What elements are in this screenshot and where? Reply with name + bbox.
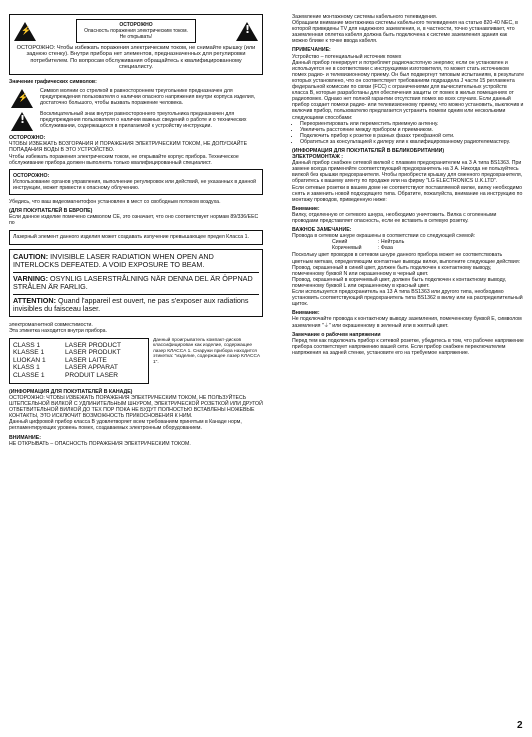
left-column [9, 14, 263, 451]
list-item: • Обратиться за консультацией к дилеру или к квалифицированному радиотелемастеру. [300, 139, 524, 145]
laser-varning-text: OSYNLIG LASERSTRÅLNING NÄR DENNA DEL ÄR ÖPPNAD STRÅLEN ÄR FARLIG. [13, 273, 253, 291]
att2-title: Внимание: [292, 310, 320, 317]
warning-title: ОСТОРОЖНО [119, 22, 153, 28]
list-item: • Увеличить расстояние между прибором и приемником. [300, 127, 524, 133]
vcr-note: Убедись, что ваш видеомагнитофон установлен в мест со свободным потоком воздуха. [9, 199, 221, 206]
laser-notice-box [9, 230, 263, 244]
caution1-title: ОСТОРОЖНО: [9, 135, 46, 142]
emc-text: электромагнитной совместимости. Эта этикетка находится внутри прибора. [9, 321, 107, 334]
lightning-triangle-icon [11, 89, 33, 108]
uk-subtitle: ЭЛЕКТРОМОНТАЖ : [292, 154, 344, 161]
symbols-heading: Значение графических символов: [9, 79, 97, 86]
note-text: Устройство – потенциальный источник помех Данный прибор генерирует и потребляет радиочастотную энергию; если он установлен и используется не в соответствии с инструкциями изготовителя, то может стать источником помех радио- и телевизионному приему. Он был подвергнут типовым испытаниям, в результате которых установлено, что он соответствует требованиям подраздела J части 15 регламента федеральной комиссии по связи (FCC) с ограничениями для вычислительных устройств класса B, которые разработаны для обеспечения защиты от помех в жилых помещениях от радиопомех. Однако нет полной гарантии отсутствия помех во всех случаях. Если данный прибор создает помехи радио- или телевизионному приему, что можно установить, выключив и включив прибор, пользователю предлагается устранить помехи одним или несколькими следующими способами: [292, 53, 524, 121]
caution2-title: ОСТОРОЖНО: [13, 172, 50, 179]
laser-class-label [9, 338, 149, 384]
laser-varning-title: VARNING: [13, 273, 49, 283]
important-text-2: Поскольку цвет проводов в сетевом шнуре данного прибора может не соответствовать цветным меткам, определяющим контактные выводы вилки, выполните следующие действия: Провод, окрашенный в синий цвет, должен быть подключен к контактному выводу, помеченному буквой N или окрашенному в черный цвет. Провод, окрашенный в коричневый цвет, должен быть подключен к контактному выводу, помеченному буквой L или окрашенному в красный цвет. Если используется предохранитель на 13 А типа BS1363 или другого типа, необходимо установить соответствующий предохранитель типа BS1362 в вилку или на распределительный щиток. [292, 252, 523, 308]
symbol-lightning-text: Символ молнии со стрелкой в равностороннем треугольнике предназначен для предупреждения пользователя о наличии опасного напряжения внутри корпуса изделия, достаточно большого, чтобы вызвать поражение человека. [40, 88, 256, 107]
att1-title: Внимание: [292, 205, 320, 212]
laser-attention-title: ATTENTION: [13, 295, 56, 305]
wire-color-row: Синий : Нейтраль [332, 239, 405, 246]
europe-text: Если данное изделие помечено символом CE, это означает, что оно соответствует нормам 89/336/EEC по [9, 214, 259, 227]
warning-row [14, 19, 258, 43]
attention-text: НЕ ОТКРЫВАТЬ – ОПАСНОСТЬ ПОРАЖЕНИЯ ЭЛЕКТРИЧЕСКИМ ТОКОМ. [9, 441, 191, 448]
laser-class-block [9, 338, 263, 384]
warning-text: ОСТОРОЖНО: Чтобы избежать поражения электрическим током, не снимайте крышку (или заднюю стенку). Внутри прибора нет элементов, предназначенных для регулировки потребителем. По вопросам обслуживания обращайтесь к квалифицированному специалисту. [16, 45, 256, 70]
important-text-1: Провода в сетевом шнуре окрашены в соответствии со следующей схемой: [292, 233, 476, 240]
caution1-text: ЧТОБЫ ИЗБЕЖАТЬ ВОЗГОРАНИЯ И ПОРАЖЕНИЯ ЭЛЕКТРИЧЕСКИМ ТОКОМ, НЕ ДОПУСКАЙТЕ ПОПАДАНИЯ ВОДЫ В ЭТО УСТРОЙСТВО. Чтобы избежать поражения электрическим током, не открывайте корпус прибора. Техническое обслуживание прибора должен выполнять только квалифицированный специалист. [9, 141, 248, 166]
symbol-exclamation-text: Восклицательный знак внутри равностороннего треугольника предназначен для предупреждения пользователя о наличии важных сведений о работе и о технических обслуживании, содержащихся в прилагаемой к устройству инструкции. [40, 111, 247, 130]
class-row: CLASS 1 LASER PRODUCT [13, 341, 122, 349]
canada-title: (ИНФОРМАЦИЯ ДЛЯ ПОКУПАТЕЛЕЙ В КАНАДЕ) [9, 388, 133, 395]
note-title: ПРИМЕЧАНИЕ: [292, 47, 331, 54]
right-column [292, 14, 524, 359]
laser-caution-title: CAUTION: [13, 251, 49, 261]
europe-title: (ДЛЯ ПОКУПАТЕЛЕЙ В ЕВРОПЕ) [9, 208, 93, 215]
canada-text: ОСТОРОЖНО: ЧТОБЫ ИЗБЕЖАТЬ ПОРАЖЕНИЯ ЭЛЕКТРИЧЕСКИМ ТОКОМ, НЕ ПОЛЬЗУЙТЕСЬ ШТЕПСЕЛЬНОЙ ВИЛКОЙ С УДЛИНИТЕЛЬНЫМ ШНУРОМ, ЭЛЕКТРИЧЕСКОЙ РОЗЕТКОЙ ИЛИ ДРУГОЙ ОТВЕТВИТЕЛЬНОЙ ВИЛКОЙ ДО ТЕХ ПОР ПОКА НЕ БУДУТ ПОЛНОСТЬЮ ВСТАВЛЕНЫ НОЖЕВЫЕ КОНТАКТЫ, ЭТО ИСКЛЮЧИТ ВОЗМОЖНОСТЬ ПРИКОСНОВЕНИЯ К НИМ. Данный цифровой прибор класса B удовлетворяет всем требованиям принятым в Канаде норм, регламентирующих уровень помех, создаваемых электронным оборудованием. [9, 394, 263, 432]
att1-text: Вилку, отделенную от сетевого шнура, необходимо уничтожить. Вилка с оголенными проводами представляет опасность, если ее вставить в сетевую розетку. [292, 211, 497, 224]
uk-text: Данный прибор снабжен сетевой вилкой с плавким предохранителем на 3 А типа BS1363. При замене всегда применяйте соответствующий предохранитель на 3 А. Никогда не пользуйтесь вилкой без крышки предохранителя. Чтобы приобрести крышку для сменного предохранителя, обратитесь к вашему агенту по продаже или на фирму "LG ELECTRONICS U.K.LTD". Если сетевые розетки в вашем доме не соответствуют поставляемой вилке, вилку необходимо снять и заменить новой подходящего типа. Обратите, пожалуйста, внимание на инструкцию по монтажу проводов, приведенную ниже: [292, 160, 523, 203]
exclamation-triangle-icon [11, 112, 33, 131]
class-row: LUOKAN 1 LASER LAITE [13, 356, 107, 364]
class-row: CLASSE 1 PRODUIT LASER [13, 372, 119, 380]
symbol-exclamation-row [9, 111, 263, 131]
laser-caution-text: INVISIBLE LASER RADIATION WHEN OPEN AND INTERLOCKS DEFEATED. A VOID EXPOSURE TO BEAM. [13, 251, 214, 269]
page-number: 2 [517, 720, 523, 731]
power-title: Замечание о рабочем напряжении [292, 331, 381, 338]
wire-color-row: Коричневый : Фаза [332, 245, 393, 252]
caution2-text: Использование органов управления, выполнение регулировок или действий, не указанных в данной инструкции, может привести к опасному облучению. [13, 178, 256, 191]
power-text: Перед тем как подключать прибор к сетевой розетке, убедитесь в том, что рабочее напряжение прибора соответствует напряжению вашей сети. Если прибор снабжен переключателем напряжения на задней стенке, установите его на требуемое напряжение. [292, 337, 524, 356]
warning-inner-box [76, 19, 196, 43]
uk-title: (ИНФОРМАЦИЯ ДЛЯ ПОКУПАТЕЛЕЙ В ВЕЛИКОБРИТАНИИ) [292, 147, 445, 154]
laser-class-note: Данный проигрыватель компакт-дисков классифицирован как изделие, содержащее лазер КЛАССА 1. Снаружи прибора находится этикетка: "изделие, содержащее лазер КЛАССА 1". [153, 337, 261, 366]
att2-text: Не подключайте провода к контактному выводу заземления, помеченному буквой E, символом заземления "⏚" или окрашенному в зеленый или в желтый цвет. [292, 316, 522, 329]
symbol-lightning-row [9, 88, 263, 108]
class-row: KLASS 1 LASER APPARAT [13, 364, 118, 372]
exclamation-triangle-icon [236, 22, 258, 41]
note-bullets [292, 121, 524, 145]
laser-caution-box [9, 249, 263, 317]
caution2-box [9, 169, 263, 195]
important-title: ВАЖНОЕ ЗАМЕЧАНИЕ: [292, 227, 352, 234]
warning-inner-text: Опасность поражения электрическим током. Не открывать! [84, 28, 188, 40]
lightning-triangle-icon [14, 22, 36, 41]
laser-attention-text: Quand l'appareil est ouvert, ne pas s'exposer aux radiations invisibles du faisceau laser. [13, 295, 249, 313]
grounding-intro: Заземление монтажному системы кабельного телевидения. Обращаем внимание монтажника системы кабельного телевидения на статью 820-40 NEC, в которой приведены TV для надежного заземления, и, в частности, точно устанавливает, что заземленная оплетка кабеля должна быть подключена к системе заземления здания как можно ближе к точке ввода кабеля. [292, 14, 518, 45]
laser-notice: Лазерный элемент данного изделия может создавать излучение превышающее предел Класса 1. [13, 234, 249, 241]
class-row: KLASSE 1 LASER PRODUKT [13, 349, 121, 357]
list-item: • Переориентировать или переместить приемную антенну. [300, 121, 524, 127]
warning-box [9, 14, 263, 75]
list-item: • Подключить прибор к розетке в разных фазах трехфазной сети. [300, 133, 524, 139]
attention-title: ВНИМАНИЕ: [9, 435, 41, 442]
